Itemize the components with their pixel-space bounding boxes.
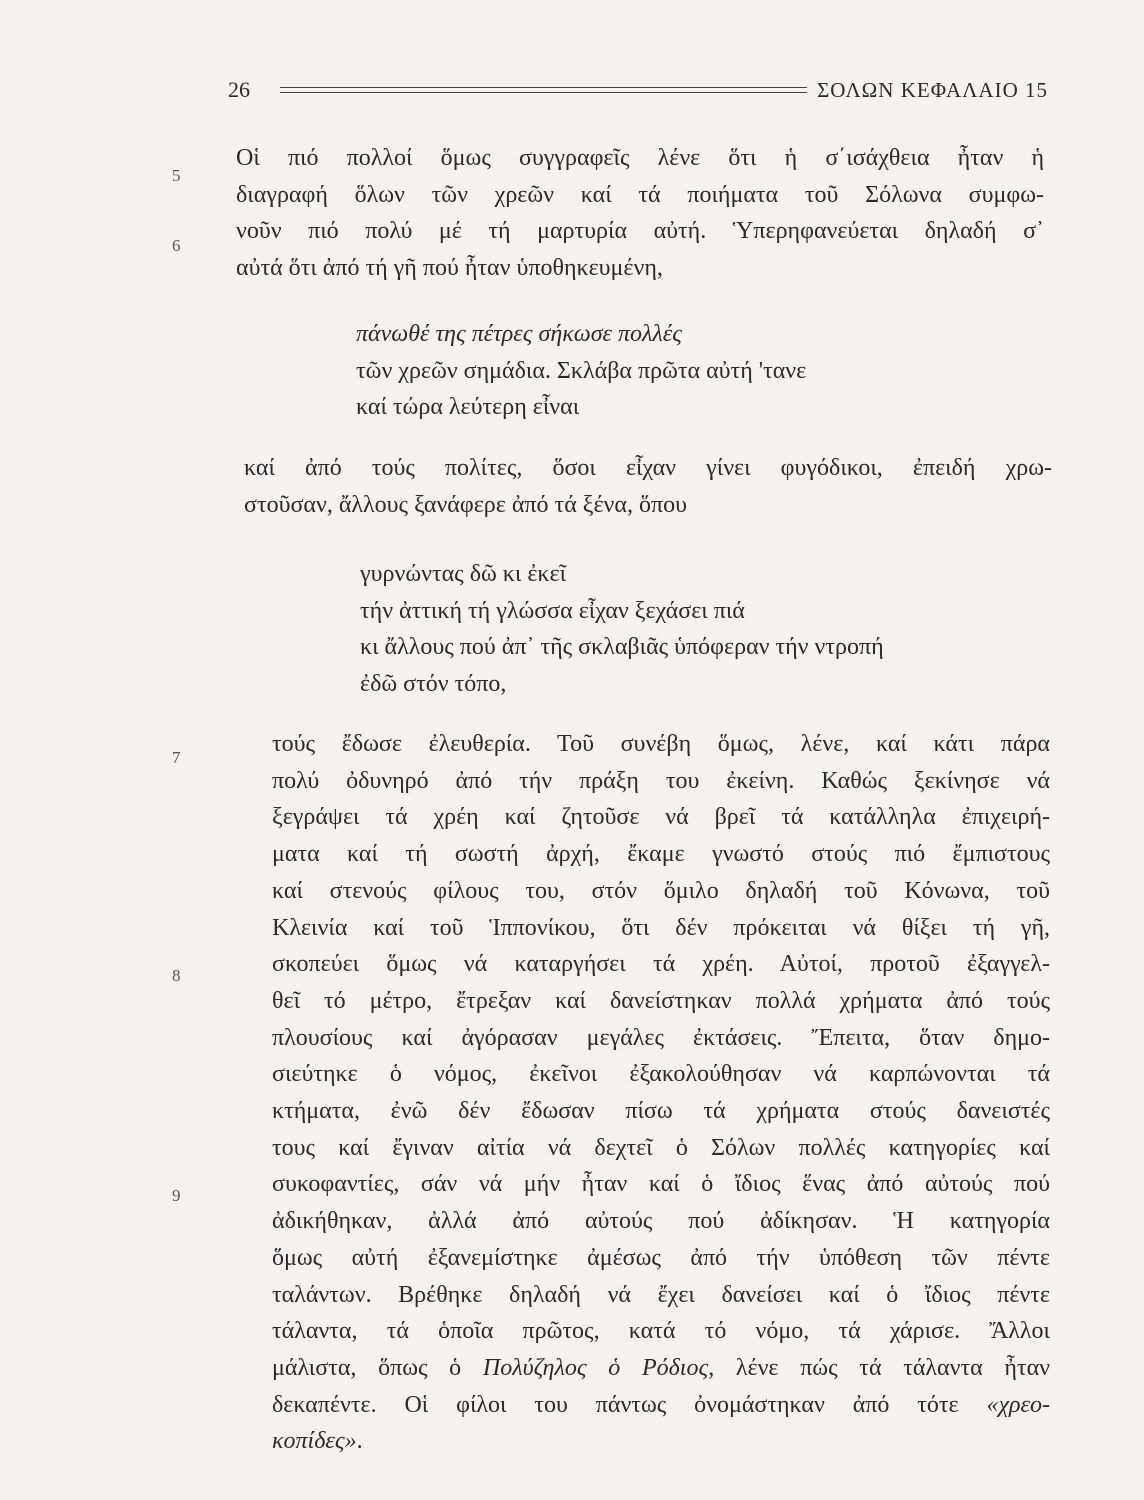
text-line — [272, 1387, 1050, 1424]
text-line: Κλεινία καί τοῦ Ἱππονίκου, ὅτι δέν πρόκειται νά θίξει τή γῆ, — [272, 914, 1050, 941]
text-line: τούς ἔδωσε ἐλευθερία. Τοῦ συνέβη ὅμως, λένε, καί κάτι πάρα — [272, 731, 1050, 757]
verse-line: πάνωθέ της πέτρες σήκωσε πολλές — [356, 321, 682, 347]
text-line: Οἱ πιό πολλοί ὅμως συγγραφεῖς λένε ὅτι ἡ σ΄ισάχθεια ἦταν ἡ — [236, 145, 1044, 171]
verse-line: τήν ἀττική τή γλώσσα εἶχαν ξεχάσει πιά — [360, 597, 745, 624]
verse-line: κι ἄλλους πού ἀπ᾿ τῆς σκλαβιᾶς ὑπόφεραν τήν ντροπή — [360, 634, 884, 661]
text-run-italic: Πολύζηλος ὁ Ρόδιος — [482, 1354, 709, 1381]
text-line: ταλάντων. Βρέθηκε δηλαδή νά ἔχει δανείσει καί ὁ ἴδιος πέντε — [272, 1281, 1050, 1308]
text-line: ἀδικήθηκαν, ἀλλά ἀπό αὐτούς πού ἀδίκησαν. Ἡ κατηγορία — [272, 1208, 1050, 1235]
text-line: πολύ ὀδυνηρό ἀπό τήν πράξη του ἐκείνη. Καθώς ξεκίνησε νά — [272, 767, 1050, 794]
text-line: αὐτά ὅτι ἀπό τή γῆ πού ἦταν ὑποθηκευμένη, — [236, 255, 663, 282]
margin-number-9: 9 — [172, 1186, 181, 1205]
text-line: νοῦν πιό πολύ μέ τή μαρτυρία αὐτή. Ὑπερηφανεύεται δηλαδή σ᾿ — [236, 218, 1044, 245]
verse-line: γυρνώντας δῶ κι ἐκεῖ — [360, 561, 567, 587]
margin-number-8: 8 — [172, 966, 181, 985]
text-line: τάλαντα, τά ὁποῖα πρῶτος, κατά τό νόμο, τά χάρισε. Ἄλλοι — [272, 1318, 1050, 1345]
text-line: καί ἀπό τούς πολίτες, ὅσοι εἶχαν γίνει φυγόδικοι, ἐπειδή χρω- — [244, 455, 1052, 481]
text-line: κτήματα, ἐνῶ δέν ἔδωσαν πίσω τά χρήματα στούς δανειστές — [272, 1098, 1050, 1125]
text-line: καί στενούς φίλους του, στόν ὅμιλο δηλαδή τοῦ Κόνωνα, τοῦ — [272, 877, 1050, 904]
text-line: σιεύτηκε ὁ νόμος, ἐκεῖνοι ἐξακολούθησαν νά καρπώνονται τά — [272, 1061, 1050, 1088]
text-line: σκοπεύει ὅμως νά καταργήσει τά χρέη. Αὐτοί, προτοῦ ἐξαγγελ- — [272, 951, 1050, 978]
paragraph-3 — [272, 726, 1062, 1460]
text-line: ματα καί τή σωστή ἀρχή, ἔκαμε γνωστό στούς πιό ἔμπιστους — [272, 841, 1050, 868]
text-run: , λένε πώς τά τάλαντα ἦταν — [708, 1354, 1050, 1381]
text-line — [272, 1423, 1062, 1460]
text-line: ξεγράψει τά χρέη καί ζητοῦσε νά βρεῖ τά κατάλληλα ἐπιχειρή- — [272, 804, 1050, 831]
text-run: . — [356, 1428, 363, 1455]
verse-quote-2 — [360, 556, 884, 703]
text-run: μάλιστα, ὅπως ὁ — [272, 1354, 483, 1381]
text-line: συκοφαντίες, σάν νά μήν ἦταν καί ὁ ἴδιος ἕνας ἀπό αὐτούς πού — [272, 1171, 1050, 1198]
verse-line: τῶν χρεῶν σημάδια. Σκλάβα πρῶτα αὐτή 'τανε — [356, 357, 807, 384]
text-line: τους καί ἔγιναν αἰτία νά δεχτεῖ ὁ Σόλων πολλές κατηγορίες καί — [272, 1134, 1050, 1161]
margin-number-6: 6 — [172, 236, 181, 255]
running-head: ΣΟΛΩΝ ΚΕΦΑΛΑΙΟ 15 — [817, 77, 1048, 102]
paragraph-2 — [244, 450, 1064, 523]
paragraph-1 — [236, 140, 1056, 287]
text-run-italic: κοπίδες» — [272, 1428, 357, 1455]
header-rule — [280, 87, 807, 93]
text-run: δεκαπέντε. Οἱ φίλοι του πάντως ὀνομάστηκαν ἀπό τότε — [272, 1391, 987, 1418]
verse-line: ἐδῶ στόν τόπο, — [360, 671, 507, 698]
verse-line: καί τώρα λεύτερη εἶναι — [356, 394, 580, 421]
text-run-italic: «χρεο- — [986, 1391, 1050, 1418]
verse-quote-1 — [356, 316, 806, 426]
text-line: ὅμως αὐτή ἐξανεμίστηκε ἀμέσως ἀπό τήν ὑπόθεση τῶν πέντε — [272, 1244, 1050, 1271]
text-line: πλουσίους καί ἀγόρασαν μεγάλες ἐκτάσεις. Ἔπειτα, ὅταν δημο- — [272, 1024, 1050, 1051]
text-line — [272, 1350, 1050, 1387]
text-line: στοῦσαν, ἄλλους ξανάφερε ἀπό τά ξένα, ὅπου — [244, 491, 687, 518]
page-number: 26 — [228, 77, 250, 102]
text-line: θεῖ τό μέτρο, ἔτρεξαν καί δανείστηκαν πολλά χρήματα ἀπό τούς — [272, 987, 1050, 1014]
text-line: διαγραφή ὅλων τῶν χρεῶν καί τά ποιήματα τοῦ Σόλωνα συμφω- — [236, 181, 1044, 208]
margin-number-7: 7 — [172, 748, 181, 767]
margin-number-5: 5 — [172, 166, 181, 185]
page-header — [228, 70, 1048, 110]
